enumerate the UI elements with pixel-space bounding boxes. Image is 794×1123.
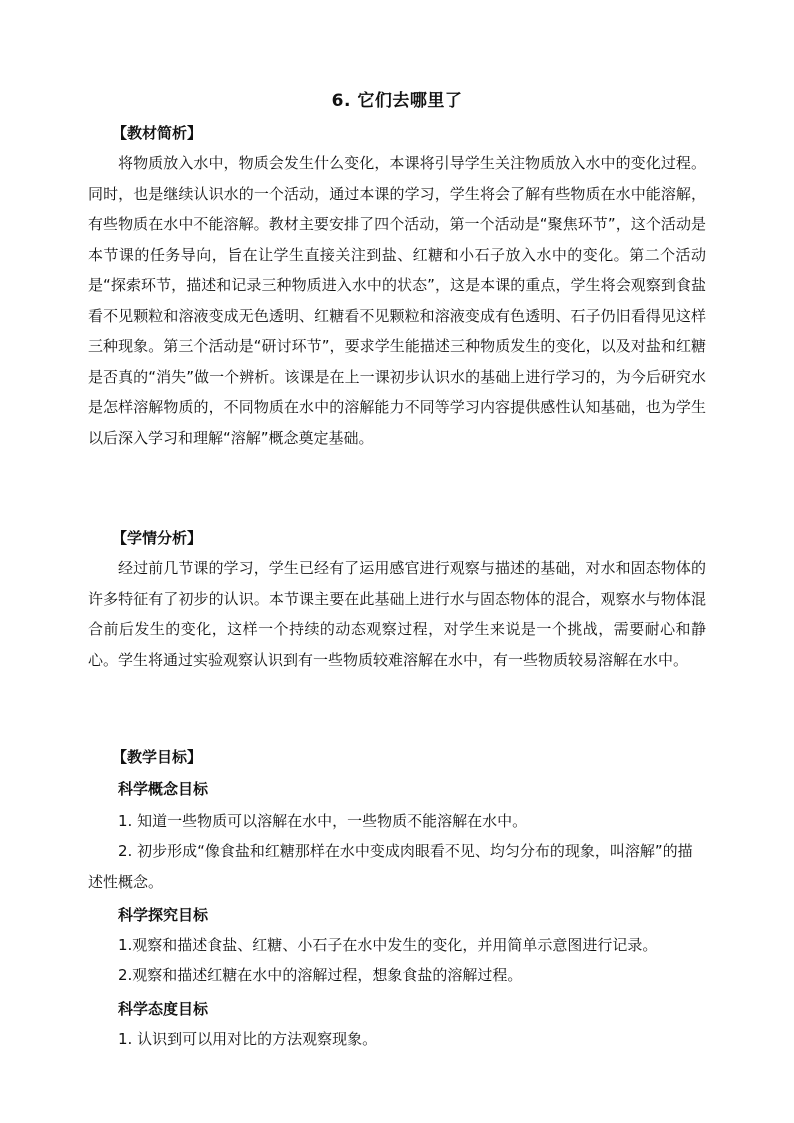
goal-item: 1.观察和描述食盐、红糖、小石子在水中发生的变化，并用简单示意图进行记录。 (118, 936, 658, 954)
section-heading-teaching-goals: 【教学目标】 (112, 748, 203, 766)
goal-item: 2.观察和描述红糖在水中的溶解过程，想象食盐的溶解过程。 (118, 966, 523, 984)
section-heading-textbook-analysis: 【教材简析】 (112, 124, 203, 142)
goal-item: 1. 知道一些物质可以溶解在水中，一些物质不能溶解在水中。 (118, 812, 528, 830)
goal-item: 1. 认识到可以用对比的方法观察现象。 (118, 1030, 378, 1048)
goal-subheading-attitude: 科学态度目标 (118, 1000, 209, 1018)
goal-subheading-inquiry: 科学探究目标 (118, 906, 209, 924)
goal-subheading-concept: 科学概念目标 (118, 780, 209, 798)
page-title: 6. 它们去哪里了 (331, 91, 463, 111)
student-analysis-paragraph: 经过前几节课的学习，学生已经有了运用感官进行观察与描述的基础，对水和固态物体的许多特征有了初步的认识。本节课主要在此基础上进行水与固态物体的混合，观察水与物体混合前后发生的变化，这样一个持续的动态观察过程，对学生来说是一个挑战，需要耐心和静心。学生将通过实验观察认识到有一些物质较难溶解在水中，有一些物质较易溶解在水中。 (88, 559, 706, 669)
textbook-analysis-paragraph: 将物质放入水中，物质会发生什么变化，本课将引导学生关注物质放入水中的变化过程。同时，也是继续认识水的一个活动，通过本课的学习，学生将会了解有些物质在水中能溶解，有些物质在水中不能溶解。教材主要安排了四个活动，第一个活动是“聚焦环节”，这个活动是本节课的任务导向，旨在让学生直接关注到盐、红糖和小石子放入水中的变化。第二个活动是“探索环节，描述和记录三种物质进入水中的状态”，这是本课的重点，学生将会观察到食盐看不见颗粒和溶液变成无色透明、红糖看不见颗粒和溶液变成有色透明、石子仍旧看得见这样三种现象。第三个活动是“研讨环节”，要求学生能描述三种物质发生的变化，以及对盐和红糖是否真的“消失”做一个辨析。该课是在上一课初步认识水的基础上进行学习的，为今后研究水是怎样溶解物质的，不同物质在水中的溶解能力不同等学习内容提供感性认知基础，也为学生以后深入学习和理解“溶解”概念奠定基础。 (88, 154, 706, 447)
section-heading-student-analysis: 【学情分析】 (112, 529, 203, 547)
goal-item: 2. 初步形成“像食盐和红糖那样在水中变成肉眼看不见、均匀分布的现象，叫溶解”的描述性概念。 (88, 842, 693, 891)
